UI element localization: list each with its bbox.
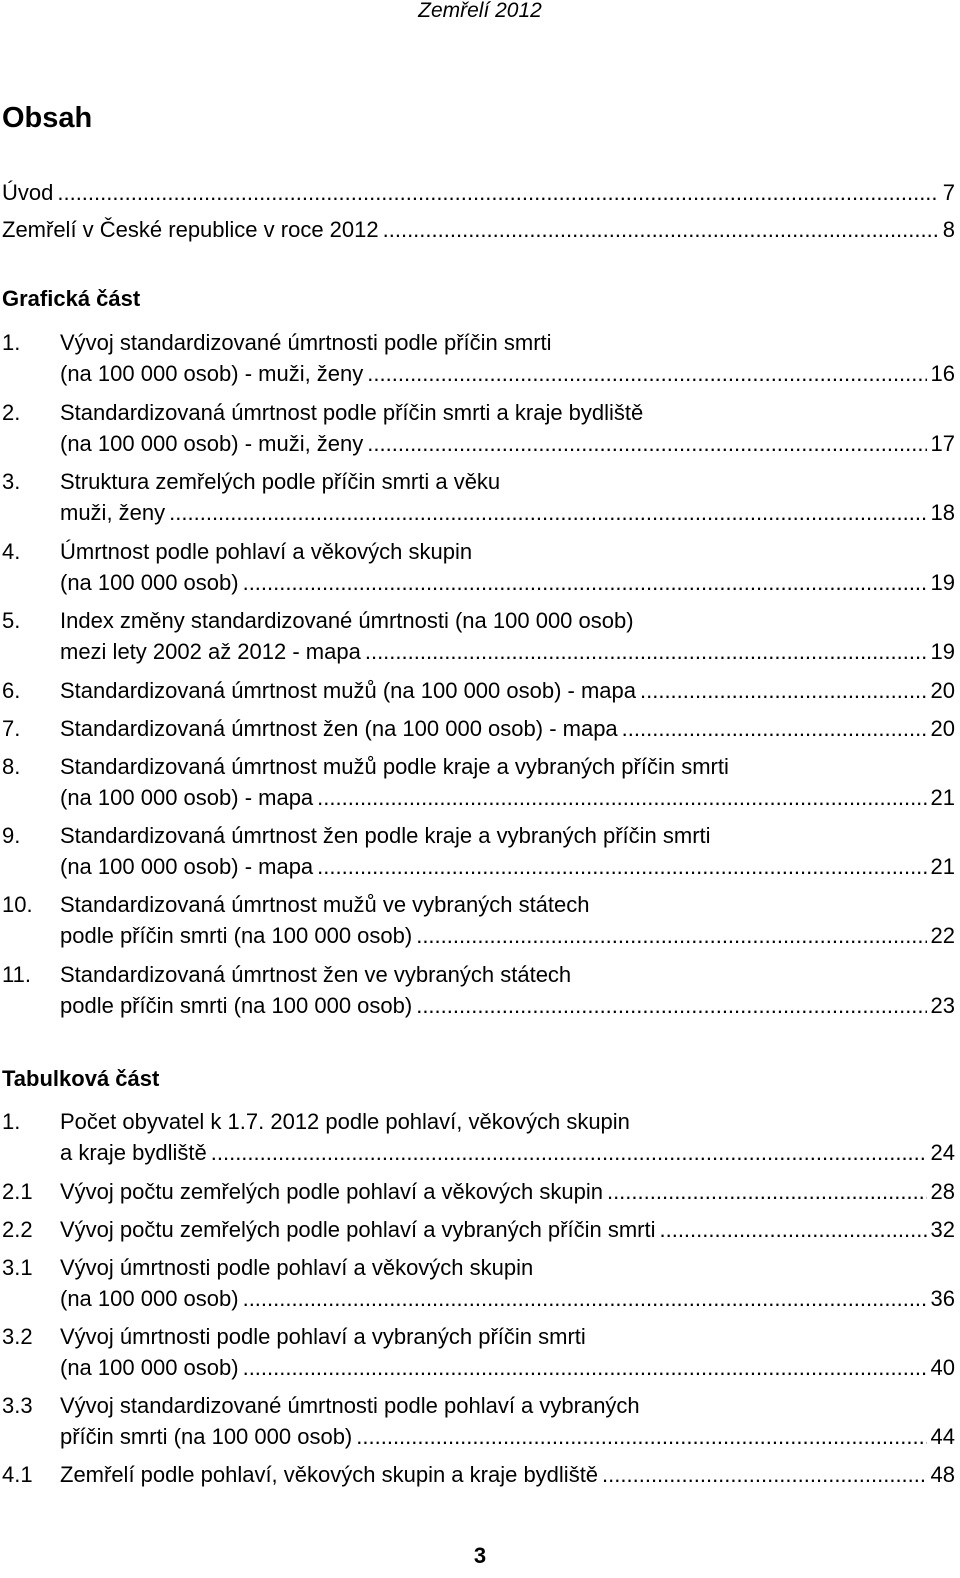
toc-entry[interactable] xyxy=(2,1214,955,1245)
dot-leader xyxy=(243,1352,927,1383)
toc-entry[interactable] xyxy=(2,1390,955,1452)
toc-entry-text: podle příčin smrti (na 100 000 osob) xyxy=(60,923,413,948)
section-heading-graficka: Grafická část xyxy=(2,286,141,311)
toc-page-number: 17 xyxy=(930,431,955,456)
toc-entry-number: 11. xyxy=(2,962,31,987)
toc-entry-number: 1. xyxy=(2,330,21,355)
toc-entry-number: 4.1 xyxy=(2,1462,33,1487)
toc-page-number: 16 xyxy=(930,361,955,386)
toc-entry[interactable] xyxy=(2,605,955,667)
toc-entry[interactable] xyxy=(2,959,955,1021)
toc-page-number: 20 xyxy=(930,716,955,741)
toc-entry-text: Standardizovaná úmrtnost mužů podle kraje a vybraných příčin smrti xyxy=(60,754,729,779)
toc-entry[interactable] xyxy=(2,536,955,598)
dot-leader xyxy=(243,567,927,598)
toc-entry[interactable] xyxy=(2,713,955,744)
dot-leader xyxy=(317,851,926,882)
dot-leader xyxy=(356,1421,926,1452)
toc-entry-number: 2. xyxy=(2,400,21,425)
toc-entry-text: Zemřelí podle pohlaví, věkových skupin a kraje bydliště xyxy=(60,1462,599,1487)
toc-entry-number: 6. xyxy=(2,678,21,703)
dot-leader xyxy=(367,358,926,389)
toc-page-number: 8 xyxy=(942,217,955,242)
toc-entry-text: Vývoj úmrtnosti podle pohlaví a vybraných příčin smrti xyxy=(60,1324,586,1349)
dot-leader xyxy=(640,675,927,706)
toc-entry-number: 1. xyxy=(2,1109,21,1134)
toc-entry-text: Vývoj standardizované úmrtnosti podle příčin smrti xyxy=(60,330,552,355)
toc-entry-number: 8. xyxy=(2,754,21,779)
toc-page-number: 19 xyxy=(930,639,955,664)
toc-entry-text: (na 100 000 osob) - mapa xyxy=(60,785,314,810)
toc-entry-text: (na 100 000 osob) - muži, ženy xyxy=(60,361,364,386)
toc-page-number: 18 xyxy=(930,500,955,525)
toc-entry-text: (na 100 000 osob) xyxy=(60,570,239,595)
toc-entry-number: 7. xyxy=(2,716,21,741)
toc-entry-number: 10. xyxy=(2,892,33,917)
toc-entry[interactable] xyxy=(2,1106,955,1168)
toc-entry-number: 3.2 xyxy=(2,1324,33,1349)
dot-leader xyxy=(365,636,927,667)
toc-page-number: 19 xyxy=(930,570,955,595)
toc-entry-text: Vývoj počtu zemřelých podle pohlaví a věkových skupin xyxy=(60,1179,603,1204)
toc-entry-text: Vývoj počtu zemřelých podle pohlaví a vybraných příčin smrti xyxy=(60,1217,656,1242)
toc-page-number: 36 xyxy=(930,1286,955,1311)
toc-entry-text: muži, ženy xyxy=(60,500,166,525)
toc-page-number: 28 xyxy=(930,1179,955,1204)
dot-leader xyxy=(367,428,926,459)
dot-leader xyxy=(169,497,926,528)
toc-entry-text: Standardizovaná úmrtnost žen (na 100 000 osob) - mapa xyxy=(60,716,618,741)
toc-page-number: 23 xyxy=(930,993,955,1018)
toc-page-number: 24 xyxy=(930,1140,955,1165)
page-title: Obsah xyxy=(2,102,93,134)
toc-entry[interactable] xyxy=(2,397,955,459)
toc-page-number: 44 xyxy=(930,1424,955,1449)
toc-entry-text: příčin smrti (na 100 000 osob) xyxy=(60,1424,353,1449)
toc-entry-number: 2.1 xyxy=(2,1179,33,1204)
dot-leader xyxy=(622,713,927,744)
dot-leader xyxy=(416,990,926,1021)
toc-entry-number: 3.3 xyxy=(2,1393,33,1418)
toc-entry-text: Standardizovaná úmrtnost žen podle kraje a vybraných příčin smrti xyxy=(60,823,711,848)
toc-entry-number: 3. xyxy=(2,469,21,494)
toc-entry-number: 4. xyxy=(2,539,21,564)
toc-entry-text: mezi lety 2002 až 2012 - mapa xyxy=(60,639,361,664)
toc-entry[interactable] xyxy=(2,889,955,951)
toc-entry-text: Vývoj úmrtnosti podle pohlaví a věkových skupin xyxy=(60,1255,534,1280)
dot-leader xyxy=(659,1214,926,1245)
toc-page-number: 32 xyxy=(930,1217,955,1242)
toc-entry-text: Vývoj standardizované úmrtnosti podle pohlaví a vybraných xyxy=(60,1393,640,1418)
dot-leader xyxy=(602,1459,926,1490)
toc-entry[interactable] xyxy=(2,1252,955,1314)
toc-entry-text: (na 100 000 osob) - mapa xyxy=(60,854,314,879)
toc-page-number: 21 xyxy=(930,785,955,810)
toc-entry[interactable] xyxy=(2,751,955,813)
dot-leader xyxy=(607,1176,927,1207)
section-heading-tabulkova: Tabulková část xyxy=(2,1066,160,1091)
running-header: Zemřelí 2012 xyxy=(418,0,542,22)
toc-entry-text: Zemřelí v České republice v roce 2012 xyxy=(2,217,379,242)
toc-entry-text: a kraje bydliště xyxy=(60,1140,207,1165)
toc-entry-number: 3.1 xyxy=(2,1255,33,1280)
page-number: 3 xyxy=(473,1543,487,1568)
toc-entry[interactable] xyxy=(2,1459,955,1490)
toc-page-number: 48 xyxy=(930,1462,955,1487)
toc-entry-text: Úvod xyxy=(2,180,54,205)
toc-entry[interactable] xyxy=(2,466,955,528)
toc-entry-text: Počet obyvatel k 1.7. 2012 podle pohlaví, věkových skupin xyxy=(60,1109,630,1134)
toc-entry-uvod[interactable] xyxy=(2,177,955,208)
toc-entry-zemreli[interactable] xyxy=(2,214,955,245)
toc-entry-text: Standardizovaná úmrtnost podle příčin smrti a kraje bydliště xyxy=(60,400,644,425)
toc-entry[interactable] xyxy=(2,820,955,882)
toc-page-number: 22 xyxy=(930,923,955,948)
dot-leader xyxy=(317,782,926,813)
toc-entry-text: Standardizovaná úmrtnost mužů (na 100 000 osob) - mapa xyxy=(60,678,636,703)
toc-entry-text: Úmrtnost podle pohlaví a věkových skupin xyxy=(60,539,473,564)
dot-leader xyxy=(383,214,939,245)
dot-leader xyxy=(243,1283,927,1314)
toc-page-number: 20 xyxy=(930,678,955,703)
toc-entry-text: Standardizovaná úmrtnost žen ve vybraných státech xyxy=(60,962,572,987)
toc-entry-text: podle příčin smrti (na 100 000 osob) xyxy=(60,993,413,1018)
toc-page-number: 21 xyxy=(930,854,955,879)
toc-entry-text: (na 100 000 osob) xyxy=(60,1286,239,1311)
toc-entry-text: (na 100 000 osob) - muži, ženy xyxy=(60,431,364,456)
dot-leader xyxy=(57,177,938,208)
toc-entry-number: 9. xyxy=(2,823,21,848)
toc-entry-text: Standardizovaná úmrtnost mužů ve vybraných státech xyxy=(60,892,590,917)
toc-entry-number: 2.2 xyxy=(2,1217,33,1242)
toc-entry-text: Struktura zemřelých podle příčin smrti a věku xyxy=(60,469,501,494)
toc-page-number: 7 xyxy=(942,180,955,205)
toc-page-number: 40 xyxy=(930,1355,955,1380)
toc-entry-text: Index změny standardizované úmrtnosti (na 100 000 osob) xyxy=(60,608,634,633)
dot-leader xyxy=(416,920,926,951)
toc-entry[interactable] xyxy=(2,1176,955,1207)
toc-entry[interactable] xyxy=(2,1321,955,1383)
dot-leader xyxy=(211,1137,927,1168)
toc-entry[interactable] xyxy=(2,675,955,706)
toc-entry-text: (na 100 000 osob) xyxy=(60,1355,239,1380)
toc-entry-number: 5. xyxy=(2,608,21,633)
toc-entry[interactable] xyxy=(2,327,955,389)
